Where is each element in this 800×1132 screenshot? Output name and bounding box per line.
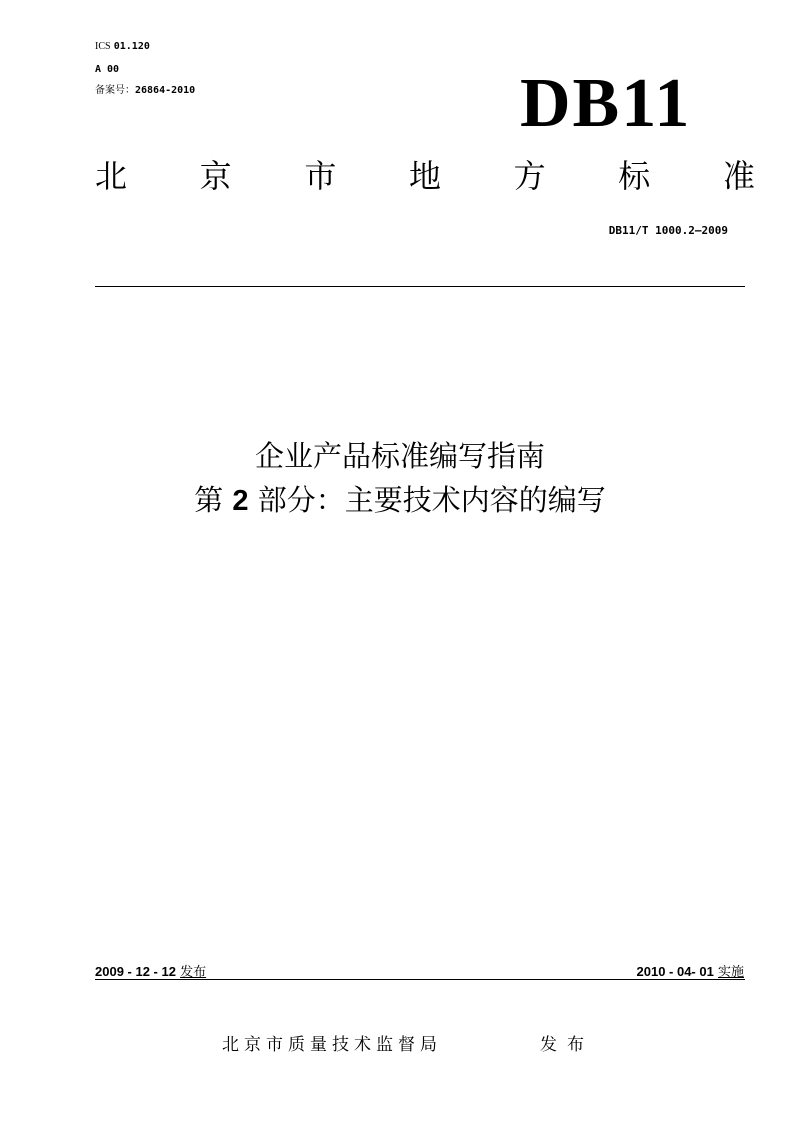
title-part-number: 2 [232, 485, 249, 517]
publish-label: 发布 [540, 1035, 594, 1055]
effective-date-label: 实施 [717, 965, 744, 980]
date-divider [95, 979, 745, 980]
header-divider [95, 286, 745, 287]
filing-value: 26864-2010 [135, 85, 196, 96]
classification-line [95, 63, 119, 77]
issue-date-label: 发布 [180, 965, 207, 980]
category-char: 地 [408, 157, 441, 195]
ics-label: ICS [95, 41, 111, 52]
effective-date [637, 961, 745, 980]
standard-code: DB11 [520, 65, 692, 142]
category-char: 方 [513, 157, 546, 195]
standard-category [95, 156, 755, 196]
filing-label: 备案号： [95, 85, 135, 96]
category-char: 京 [199, 157, 232, 195]
publisher-name: 北京市质量技术监督局 [222, 1035, 442, 1055]
filing-line [95, 84, 195, 98]
ics-line [95, 40, 150, 54]
effective-date-value: 2010 - 04- 01 [636, 964, 714, 979]
document-title-line2 [0, 480, 800, 521]
issue-date-value: 2009 - 12 - 12 [95, 964, 176, 979]
category-char: 准 [722, 157, 755, 195]
issue-date [95, 961, 206, 980]
ics-value: 01.120 [113, 41, 150, 52]
title-part-prefix: 第 [194, 483, 224, 517]
document-title-line1: 企业产品标准编写指南 [254, 439, 545, 473]
title-part-suffix: 部分：主要技术内容的编写 [257, 483, 606, 517]
standard-number: DB11/T 1000.2—2009 [608, 224, 728, 237]
category-char: 标 [618, 157, 651, 195]
classification-code: A 00 [95, 64, 120, 75]
category-char: 北 [95, 157, 128, 195]
category-char: 市 [304, 157, 337, 195]
